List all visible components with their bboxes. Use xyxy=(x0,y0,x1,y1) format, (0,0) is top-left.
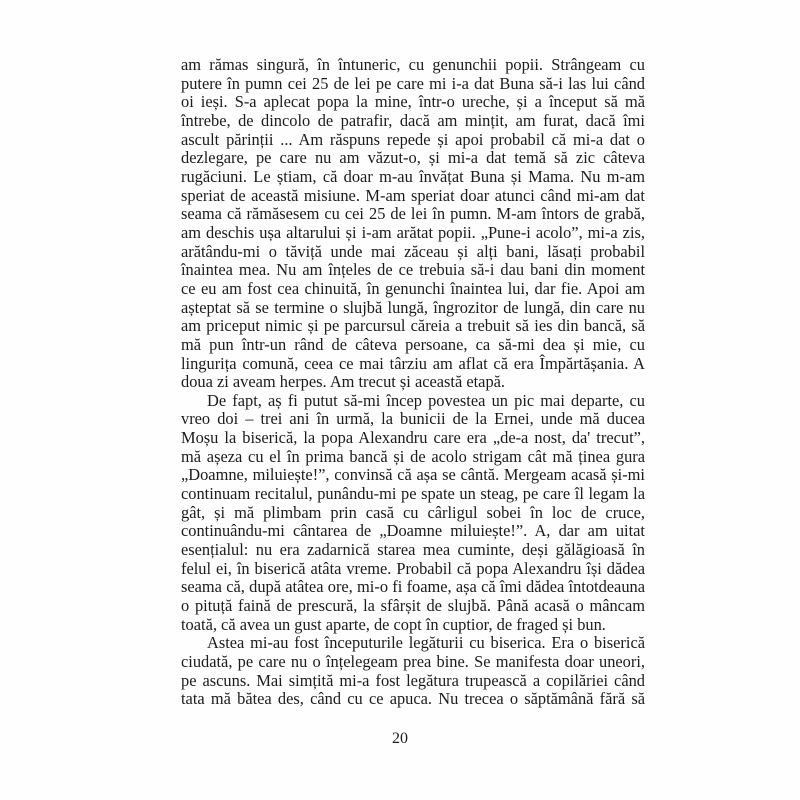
text-line: mă pun într-un rând de câteva persoane, ca să-mi dea și mie, cu xyxy=(181,334,645,354)
text-line: continuam recitalul, punându-mi pe spate un steag, pe care îl legam la xyxy=(181,484,645,504)
text-line: ascult părinții ... Am răspuns repede și apoi probabil că mi-a dat o xyxy=(181,129,645,149)
text-line: o pituță faină de prescură, la sfârșit de slujbă. Până acasă o mâncam xyxy=(181,596,645,616)
text-line: întrebe, de dincolo de patrafir, dacă am mințit, am furat, dacă îmi xyxy=(181,110,645,130)
text-line: De fapt, aș fi putut să-mi încep povestea un pic mai departe, cu xyxy=(207,390,645,410)
text-line: esențialul: nu era zadarnică starea mea cuminte, deși gălăgioasă în xyxy=(181,540,645,560)
text-line: felul ei, în biserică atâta vreme. Probabil că popa Alexandru își dădea xyxy=(181,558,645,578)
text-line: gât, și mă plimbam prin casă cu cârligul sobei în loc de cruce, xyxy=(181,502,645,522)
text-line: „Doamne, miluiește!”, convinsă că așa se cântă. Mergeam acasă și-mi xyxy=(181,465,645,485)
text-line: Moșu la biserică, la popa Alexandru care era „de-a nost, da' trecut”, xyxy=(181,428,645,448)
text-line: rugăciuni. Le știam, că doar m-au învățat Buna și Mama. Nu m-am xyxy=(181,166,645,186)
text-line: așteptat să se termine o slujbă lungă, îngrozitor de lungă, din care nu xyxy=(181,297,645,317)
page-text-block xyxy=(181,56,645,709)
text-line: seama că, după atâtea ore, mi-o fi foame, așa că îmi dădea întotdeauna xyxy=(181,577,645,597)
text-line: putere în pumn cei 25 de lei pe care mi i-a dat Buna să-i las lui când xyxy=(181,73,645,93)
text-line: am priceput nimic și pe parcursul căreia a trebuit să ies din bancă, să xyxy=(181,316,645,336)
page-number: 20 xyxy=(392,730,408,747)
text-line: mă așeza cu el în prima bancă și de acolo strigam cât mă ținea gura xyxy=(181,446,645,466)
text-line: ce eu am fost cea chinuită, în genunchi înaintea lui, dar fie. Apoi am xyxy=(181,278,645,298)
text-line: lingurița comună, ceea ce mai târziu am aflat că era Împărtășania. A xyxy=(181,353,645,373)
text-line: toată, că avea un gust aparte, de copt în cuptior, de fraged și bun. xyxy=(181,614,606,634)
text-line: speriat de această misiune. M-am speriat doar atunci când mi-am dat xyxy=(181,185,645,205)
text-line: înaintea mea. Nu am înțeles de ce trebuia să-i dau bani din moment xyxy=(181,260,645,280)
text-line: dezlegare, pe care nu am văzut-o, și mi-a dat temă să zic câteva xyxy=(181,148,645,168)
text-line: arătându-mi o tăviță unde mai zăceau și alți bani, lăsați probabil xyxy=(181,241,645,261)
text-line: oi ieși. S-a aplecat popa la mine, într-o ureche, și a început să mă xyxy=(181,92,645,112)
text-line: Astea mi-au fost începuturile legăturii cu biserica. Era o biserică xyxy=(207,633,645,653)
text-line: am rămas singură, în întuneric, cu genunchii popii. Strângeam cu xyxy=(181,55,645,74)
text-line: vreo doi – trei ani în urmă, la bunicii de la Ernei, unde mă ducea xyxy=(181,409,645,429)
text-line: doua zi aveam herpes. Am trecut și această etapă. xyxy=(181,372,506,392)
text-line: seama că rămăsesem cu cei 25 de lei în pumn. M-am întors de grabă, xyxy=(181,204,645,224)
text-line: tata mă bătea des, când cu ce apuca. Nu trecea o săptămână fără să xyxy=(181,689,645,709)
text-line: ciudată, pe care nu o înțelegeam prea bine. Se manifesta doar uneori, xyxy=(181,652,645,671)
text-line: am deschis ușa altarului și i-am arătat popii. „Pune-i acolo”, mi-a zis, xyxy=(181,222,645,242)
text-line: continuându-mi cântarea de „Doamne miluiește!”. A, dar am uitat xyxy=(181,521,645,541)
text-line: pe ascuns. Mai simțită mi-a fost legătura trupească a copilăriei când xyxy=(181,670,645,690)
